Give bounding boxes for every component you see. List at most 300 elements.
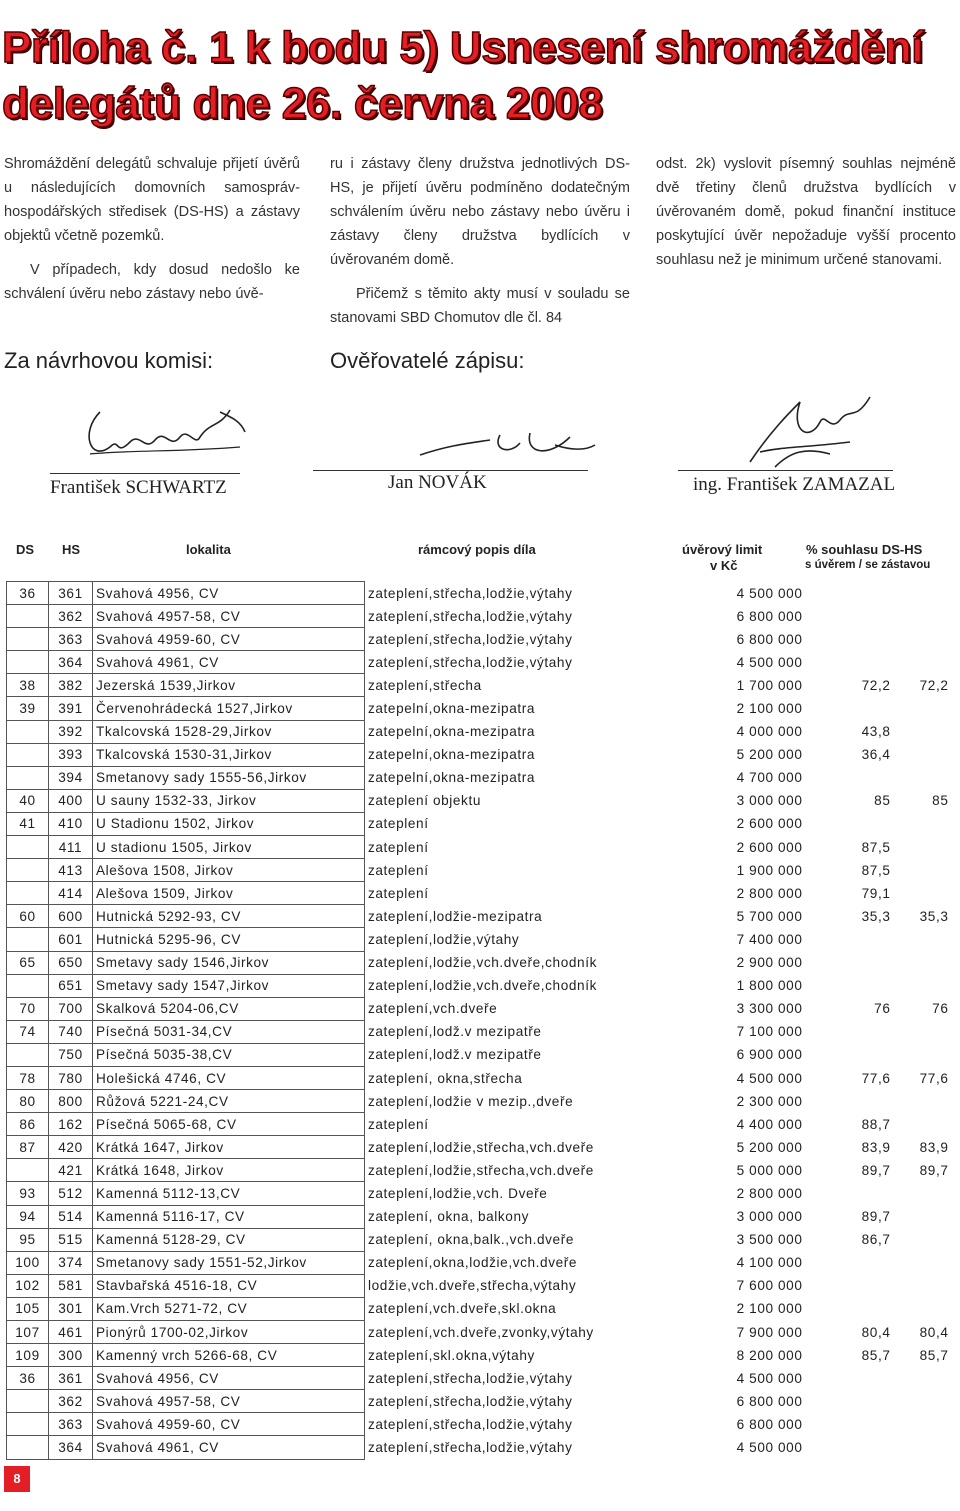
cell-popis: zateplení,lodžie v mezip.,dveře [368, 1093, 574, 1109]
cell-limit: 3 500 000 [736, 1232, 803, 1248]
paragraph: V případech, kdy dosud nedošlo ke schválení úvěru nebo zástavy nebo úvě- [4, 262, 300, 302]
table-row [7, 1251, 955, 1274]
cell-lokalita: U stadionu 1505, Jirkov [93, 836, 365, 859]
cell-souhlas-zastava: 77,6 [919, 1070, 949, 1086]
table-row [7, 674, 955, 697]
cell-souhlas-uver: 79,1 [861, 885, 891, 901]
cell-hs: 700 [49, 997, 93, 1020]
table-row [7, 951, 955, 974]
cell-limit: 5 000 000 [736, 1162, 803, 1178]
cell-lokalita: Kamenná 5116-17, CV [93, 1205, 365, 1228]
cell-souhlas-uver [827, 1297, 897, 1320]
cell-lokalita: Písečná 5031-34,CV [93, 1020, 365, 1043]
cell-souhlas-uver: 86,7 [861, 1232, 891, 1248]
cell-limit: 4 400 000 [736, 1116, 803, 1132]
paragraph: odst. 2k) vyslovit písemný souhlas nejméně dvě třetiny členů družstva bydlících v úvěrovaném domě, pokud finanční instituce poskytující úvěr nepožaduje vyšší procento souhlasu než je minimum určené stanovami. [656, 156, 956, 268]
cell-souhlas-uver [827, 766, 897, 789]
header-popis: rámcový popis díla [418, 542, 536, 557]
table-row [7, 1043, 955, 1066]
cell-hs: 420 [49, 1136, 93, 1159]
cell-souhlas-zastava [897, 720, 955, 743]
cell-lokalita: Červenohrádecká 1527,Jirkov [93, 697, 365, 720]
cell-limit: 4 500 000 [736, 1370, 803, 1386]
header-ds: DS [16, 542, 35, 557]
cell-popis: zateplení [368, 839, 429, 855]
cell-souhlas-zastava [897, 1182, 955, 1205]
cell-ds: 109 [7, 1344, 49, 1367]
signature-2-name: Jan NOVÁK [388, 472, 487, 493]
cell-limit: 7 900 000 [736, 1324, 803, 1340]
cell-popis: zateplení,střecha,lodžie,výtahy [368, 1370, 573, 1386]
cell-souhlas-uver: 36,4 [861, 747, 891, 763]
cell-souhlas-zastava [897, 697, 955, 720]
cell-ds: 70 [7, 997, 49, 1020]
cell-popis: zateplení,lodžie,střecha,vch.dveře [368, 1162, 594, 1178]
cell-hs: 362 [49, 1390, 93, 1413]
cell-lokalita: U Stadionu 1502, Jirkov [93, 812, 365, 835]
table-row [7, 1228, 955, 1251]
cell-souhlas-uver: 88,7 [861, 1116, 891, 1132]
cell-popis: zateplení,lodžie,vch. Dveře [368, 1185, 548, 1201]
commission-heading: Za návrhovou komisi: [4, 348, 214, 373]
cell-hs: 461 [49, 1321, 93, 1344]
table-row [7, 1205, 955, 1228]
cell-souhlas-zastava: 76 [932, 1001, 949, 1017]
cell-ds: 102 [7, 1274, 49, 1297]
cell-lokalita: Krátká 1647, Jirkov [93, 1136, 365, 1159]
table-row [7, 1390, 955, 1413]
cell-lokalita: Svahová 4957-58, CV [93, 605, 365, 628]
cell-ds [7, 605, 49, 628]
cell-popis: zateplení [368, 885, 429, 901]
cell-popis: zatepelní,okna-mezipatra [368, 701, 536, 717]
cell-lokalita: Kamenná 5112-13,CV [93, 1182, 365, 1205]
cell-hs: 392 [49, 720, 93, 743]
cell-ds: 36 [7, 582, 49, 605]
table-row [7, 1159, 955, 1182]
cell-hs: 421 [49, 1159, 93, 1182]
cell-popis: zateplení [368, 862, 429, 878]
cell-hs: 740 [49, 1020, 93, 1043]
cell-popis: zateplení,střecha [368, 677, 482, 693]
cell-souhlas-uver: 76 [874, 1001, 891, 1017]
cell-popis: zateplení,vch.dveře [368, 1001, 498, 1017]
cell-hs: 413 [49, 859, 93, 882]
cell-limit: 4 100 000 [736, 1255, 803, 1271]
cell-limit: 8 200 000 [736, 1347, 803, 1363]
cell-limit: 7 100 000 [736, 1024, 803, 1040]
cell-limit: 2 600 000 [736, 839, 803, 855]
cell-hs: 361 [49, 582, 93, 605]
cell-ds [7, 651, 49, 674]
cell-popis: zateplení [368, 1116, 429, 1132]
cell-popis: zateplení, okna,balk.,vch.dveře [368, 1232, 575, 1248]
cell-lokalita: Svahová 4956, CV [93, 582, 365, 605]
cell-ds [7, 1413, 49, 1436]
cell-lokalita: Písečná 5065-68, CV [93, 1113, 365, 1136]
table-row [7, 789, 955, 812]
cell-souhlas-zastava: 89,7 [919, 1162, 949, 1178]
cell-limit: 4 500 000 [736, 1070, 803, 1086]
cell-souhlas-uver [827, 951, 897, 974]
cell-souhlas-uver [827, 1367, 897, 1390]
cell-limit: 5 200 000 [736, 747, 803, 763]
cell-limit: 2 100 000 [736, 1301, 803, 1317]
cell-popis: zateplení, okna,střecha [368, 1070, 523, 1086]
cell-hs: 581 [49, 1274, 93, 1297]
cell-souhlas-zastava [897, 1297, 955, 1320]
cell-popis: zateplení,vch.dveře,skl.okna [368, 1301, 557, 1317]
cell-ds [7, 882, 49, 905]
cell-lokalita: Růžová 5221-24,CV [93, 1090, 365, 1113]
cell-lokalita: Smetavy sady 1546,Jirkov [93, 951, 365, 974]
table-row [7, 582, 955, 605]
cell-souhlas-zastava [897, 1205, 955, 1228]
cell-ds [7, 1436, 49, 1459]
cell-souhlas-uver [827, 1182, 897, 1205]
table-row [7, 1020, 955, 1043]
signature-2-line [313, 470, 588, 471]
cell-limit: 6 800 000 [736, 1393, 803, 1409]
cell-limit: 2 100 000 [736, 701, 803, 717]
cell-ds: 93 [7, 1182, 49, 1205]
cell-limit: 4 500 000 [736, 654, 803, 670]
page-title [2, 20, 958, 132]
cell-limit: 6 800 000 [736, 608, 803, 624]
cell-ds [7, 1159, 49, 1182]
cell-souhlas-zastava [897, 836, 955, 859]
table-row [7, 882, 955, 905]
cell-popis: zateplení,lodžie,vch.dveře,chodník [368, 978, 597, 994]
cell-lokalita: Svahová 4957-58, CV [93, 1390, 365, 1413]
cell-ds [7, 836, 49, 859]
cell-hs: 780 [49, 1066, 93, 1089]
table-row [7, 836, 955, 859]
header-hs: HS [62, 542, 81, 557]
cell-limit: 4 500 000 [736, 585, 803, 601]
cell-souhlas-uver [827, 1043, 897, 1066]
cell-souhlas-uver: 85,7 [861, 1347, 891, 1363]
cell-ds [7, 1043, 49, 1066]
cell-souhlas-uver [827, 1274, 897, 1297]
cell-ds: 41 [7, 812, 49, 835]
cell-ds: 74 [7, 1020, 49, 1043]
cell-hs: 600 [49, 905, 93, 928]
cell-limit: 4 700 000 [736, 770, 803, 786]
page-title-line2: delegátů dne 26. června 2008 [2, 79, 603, 128]
cell-ds [7, 859, 49, 882]
cell-souhlas-uver [827, 1436, 897, 1459]
cell-lokalita: Svahová 4959-60, CV [93, 628, 365, 651]
cell-lokalita: Tkalcovská 1530-31,Jirkov [93, 743, 365, 766]
cell-lokalita: Hutnická 5295-96, CV [93, 928, 365, 951]
table-row [7, 697, 955, 720]
cell-lokalita: Tkalcovská 1528-29,Jirkov [93, 720, 365, 743]
cell-souhlas-zastava: 80,4 [919, 1324, 949, 1340]
cell-lokalita: Smetavy sady 1547,Jirkov [93, 974, 365, 997]
cell-souhlas-zastava [897, 651, 955, 674]
cell-ds [7, 628, 49, 651]
cell-souhlas-zastava [897, 1020, 955, 1043]
cell-souhlas-zastava: 35,3 [919, 908, 949, 924]
cell-hs: 512 [49, 1182, 93, 1205]
cell-hs: 391 [49, 697, 93, 720]
cell-popis: zateplení, okna, balkony [368, 1209, 530, 1225]
cell-ds: 100 [7, 1251, 49, 1274]
cell-hs: 650 [49, 951, 93, 974]
cell-souhlas-uver [827, 697, 897, 720]
cell-hs: 362 [49, 605, 93, 628]
cell-souhlas-uver: 85 [874, 793, 891, 809]
cell-popis: zateplení,střecha,lodžie,výtahy [368, 1393, 573, 1409]
cell-lokalita: Písečná 5035-38,CV [93, 1043, 365, 1066]
cell-lokalita: Svahová 4961, CV [93, 1436, 365, 1459]
cell-limit: 6 900 000 [736, 1047, 803, 1063]
cell-souhlas-zastava [897, 1090, 955, 1113]
cell-popis: zatepelní,okna-mezipatra [368, 770, 536, 786]
cell-lokalita: Pionýrů 1700-02,Jirkov [93, 1321, 365, 1344]
cell-ds: 86 [7, 1113, 49, 1136]
cell-ds: 105 [7, 1297, 49, 1320]
cell-souhlas-uver: 89,7 [861, 1162, 891, 1178]
text-column-3 [656, 152, 956, 282]
signature-3-name: ing. František ZAMAZAL [693, 474, 896, 495]
table-row [7, 1297, 955, 1320]
cell-souhlas-zastava: 85,7 [919, 1347, 949, 1363]
table-row [7, 1136, 955, 1159]
cell-hs: 361 [49, 1367, 93, 1390]
cell-hs: 364 [49, 1436, 93, 1459]
cell-hs: 300 [49, 1344, 93, 1367]
cell-souhlas-zastava [897, 928, 955, 951]
cell-ds: 107 [7, 1321, 49, 1344]
cell-souhlas-zastava [897, 1228, 955, 1251]
cell-lokalita: Holešická 4746, CV [93, 1066, 365, 1089]
cell-souhlas-zastava [897, 974, 955, 997]
cell-limit: 3 300 000 [736, 1001, 803, 1017]
cell-limit: 4 500 000 [736, 1440, 803, 1456]
cell-lokalita: U sauny 1532-33, Jirkov [93, 789, 365, 812]
cell-popis: zateplení,lodžie-mezipatra [368, 908, 543, 924]
cell-lokalita: Smetanovy sady 1555-56,Jirkov [93, 766, 365, 789]
cell-hs: 394 [49, 766, 93, 789]
cell-souhlas-zastava: 85 [932, 793, 949, 809]
cell-popis: zateplení,střecha,lodžie,výtahy [368, 1440, 573, 1456]
cell-souhlas-uver [827, 1390, 897, 1413]
cell-souhlas-uver [827, 1090, 897, 1113]
cell-souhlas-zastava [897, 951, 955, 974]
cell-ds: 36 [7, 1367, 49, 1390]
cell-hs: 393 [49, 743, 93, 766]
table-row [7, 1321, 955, 1344]
cell-hs: 414 [49, 882, 93, 905]
cell-souhlas-uver: 35,3 [861, 908, 891, 924]
cell-souhlas-zastava [897, 1043, 955, 1066]
cell-hs: 301 [49, 1297, 93, 1320]
page-number: 8 [4, 1466, 30, 1492]
cell-limit: 5 700 000 [736, 908, 803, 924]
cell-ds: 60 [7, 905, 49, 928]
table-row [7, 974, 955, 997]
cell-ds: 95 [7, 1228, 49, 1251]
cell-popis: zateplení,okna,lodžie,vch.dveře [368, 1255, 578, 1271]
cell-hs: 514 [49, 1205, 93, 1228]
cell-ds [7, 928, 49, 951]
cell-ds: 78 [7, 1066, 49, 1089]
cell-limit: 2 800 000 [736, 1185, 803, 1201]
signature-1-line [50, 473, 240, 474]
cell-lokalita: Svahová 4961, CV [93, 651, 365, 674]
cell-popis: zateplení,lodžie,střecha,vch.dveře [368, 1139, 594, 1155]
table-row [7, 859, 955, 882]
cell-popis: zateplení,střecha,lodžie,výtahy [368, 631, 573, 647]
cell-hs: 374 [49, 1251, 93, 1274]
cell-lokalita: Kamenná 5128-29, CV [93, 1228, 365, 1251]
cell-limit: 1 800 000 [736, 978, 803, 994]
paragraph: Přičemž s těmito akty musí v souladu se stanovami SBD Chomutov dle čl. 84 [330, 286, 630, 326]
cell-souhlas-uver [827, 812, 897, 835]
cell-limit: 2 300 000 [736, 1093, 803, 1109]
cell-lokalita: Alešova 1509, Jirkov [93, 882, 365, 905]
table-row [7, 1413, 955, 1436]
table-body [7, 582, 955, 1460]
cell-lokalita: Stavbařská 4516-18, CV [93, 1274, 365, 1297]
cell-souhlas-zastava [897, 743, 955, 766]
signature-1-name: František SCHWARTZ [50, 477, 227, 498]
cell-limit: 1 700 000 [736, 677, 803, 693]
table-header [0, 542, 960, 578]
cell-ds [7, 743, 49, 766]
cell-souhlas-uver: 77,6 [861, 1070, 891, 1086]
header-souhlas-sub: s úvěrem / se zástavou [805, 559, 931, 571]
cell-lokalita: Svahová 4956, CV [93, 1367, 365, 1390]
cell-limit: 3 000 000 [736, 793, 803, 809]
table-row [7, 905, 955, 928]
table-row [7, 997, 955, 1020]
cell-souhlas-uver [827, 628, 897, 651]
signature-2-scribble [380, 415, 600, 475]
table-row [7, 651, 955, 674]
cell-ds: 94 [7, 1205, 49, 1228]
table-row [7, 743, 955, 766]
cell-limit: 2 600 000 [736, 816, 803, 832]
cell-ds: 87 [7, 1136, 49, 1159]
cell-souhlas-zastava [897, 1113, 955, 1136]
cell-popis: zateplení,střecha,lodžie,výtahy [368, 585, 573, 601]
cell-souhlas-uver: 89,7 [861, 1209, 891, 1225]
cell-popis: zateplení,lodž.v mezipatře [368, 1024, 542, 1040]
table-row [7, 1344, 955, 1367]
cell-limit: 5 200 000 [736, 1139, 803, 1155]
cell-limit: 2 800 000 [736, 885, 803, 901]
cell-hs: 411 [49, 836, 93, 859]
cell-limit: 6 800 000 [736, 631, 803, 647]
cell-hs: 651 [49, 974, 93, 997]
cell-popis: lodžie,vch.dveře,střecha,výtahy [368, 1278, 577, 1294]
page-title-line1: Příloha č. 1 k bodu 5) Usnesení shromáždění [2, 23, 924, 72]
cell-souhlas-uver: 80,4 [861, 1324, 891, 1340]
cell-popis: zateplení,skl.okna,výtahy [368, 1347, 535, 1363]
table-row [7, 720, 955, 743]
table-row [7, 1066, 955, 1089]
cell-souhlas-zastava [897, 1413, 955, 1436]
cell-lokalita: Krátká 1648, Jirkov [93, 1159, 365, 1182]
cell-souhlas-zastava [897, 882, 955, 905]
cell-souhlas-uver [827, 1251, 897, 1274]
text-column-2 [330, 152, 630, 340]
cell-souhlas-uver [827, 605, 897, 628]
cell-ds [7, 720, 49, 743]
paragraph: ru i zástavy členy družstva jednotlivých DS-HS, je přijetí úvěru podmíněno dodatečným schválením úvěru nebo zástavy nebo úvěru i zástavy členy družstva bydlících v úvěrovaném domě. [330, 156, 630, 268]
cell-souhlas-uver: 72,2 [861, 677, 891, 693]
cell-ds [7, 974, 49, 997]
cell-souhlas-uver [827, 928, 897, 951]
cell-souhlas-zastava [897, 859, 955, 882]
cell-hs: 601 [49, 928, 93, 951]
text-column-1 [4, 152, 300, 316]
cell-souhlas-uver: 87,5 [861, 862, 891, 878]
cell-souhlas-uver [827, 1413, 897, 1436]
cell-hs: 800 [49, 1090, 93, 1113]
cell-souhlas-zastava: 72,2 [919, 677, 949, 693]
cell-souhlas-uver: 83,9 [861, 1139, 891, 1155]
verifiers-heading: Ověřovatelé zápisu: [330, 348, 525, 373]
cell-souhlas-uver [827, 974, 897, 997]
signature-3-scribble [730, 392, 880, 482]
cell-popis: zateplení,lodžie,vch.dveře,chodník [368, 955, 597, 971]
cell-souhlas-zastava [897, 605, 955, 628]
cell-popis: zateplení,střecha,lodžie,výtahy [368, 608, 573, 624]
cell-lokalita: Jezerská 1539,Jirkov [93, 674, 365, 697]
cell-ds [7, 766, 49, 789]
cell-popis: zateplení,střecha,lodžie,výtahy [368, 1416, 573, 1432]
signature-1-scribble [70, 392, 250, 472]
cell-hs: 750 [49, 1043, 93, 1066]
table-row [7, 628, 955, 651]
table-row [7, 1113, 955, 1136]
cell-souhlas-uver [827, 582, 897, 605]
cell-popis: zateplení objektu [368, 793, 481, 809]
cell-lokalita: Smetanovy sady 1551-52,Jirkov [93, 1251, 365, 1274]
cell-souhlas-zastava [897, 1251, 955, 1274]
cell-ds [7, 1390, 49, 1413]
cell-popis: zatepelní,okna-mezipatra [368, 724, 536, 740]
cell-souhlas-zastava [897, 628, 955, 651]
cell-souhlas-uver [827, 1020, 897, 1043]
cell-ds: 39 [7, 697, 49, 720]
cell-limit: 2 900 000 [736, 955, 803, 971]
header-limit: úvěrový limit [682, 542, 763, 557]
table-row [7, 1090, 955, 1113]
cell-hs: 162 [49, 1113, 93, 1136]
cell-souhlas-zastava [897, 582, 955, 605]
loan-table [6, 581, 955, 1460]
cell-hs: 515 [49, 1228, 93, 1251]
cell-ds: 80 [7, 1090, 49, 1113]
table-row [7, 1367, 955, 1390]
header-lokalita: lokalita [186, 542, 231, 557]
table-row [7, 812, 955, 835]
cell-lokalita: Hutnická 5292-93, CV [93, 905, 365, 928]
cell-popis: zateplení,lodž.v mezipatře [368, 1047, 542, 1063]
paragraph: Shromáždění delegátů schvaluje přijetí úvěrů u následujících domovních samospráv-hospodářských středisek (DS-HS) a zástavy objektů včetně pozemků. [4, 156, 300, 244]
cell-souhlas-zastava [897, 1274, 955, 1297]
cell-popis: zateplení,vch.dveře,zvonky,výtahy [368, 1324, 594, 1340]
cell-souhlas-uver: 87,5 [861, 839, 891, 855]
cell-popis: zatepelní,okna-mezipatra [368, 747, 536, 763]
cell-hs: 400 [49, 789, 93, 812]
table-row [7, 1436, 955, 1459]
